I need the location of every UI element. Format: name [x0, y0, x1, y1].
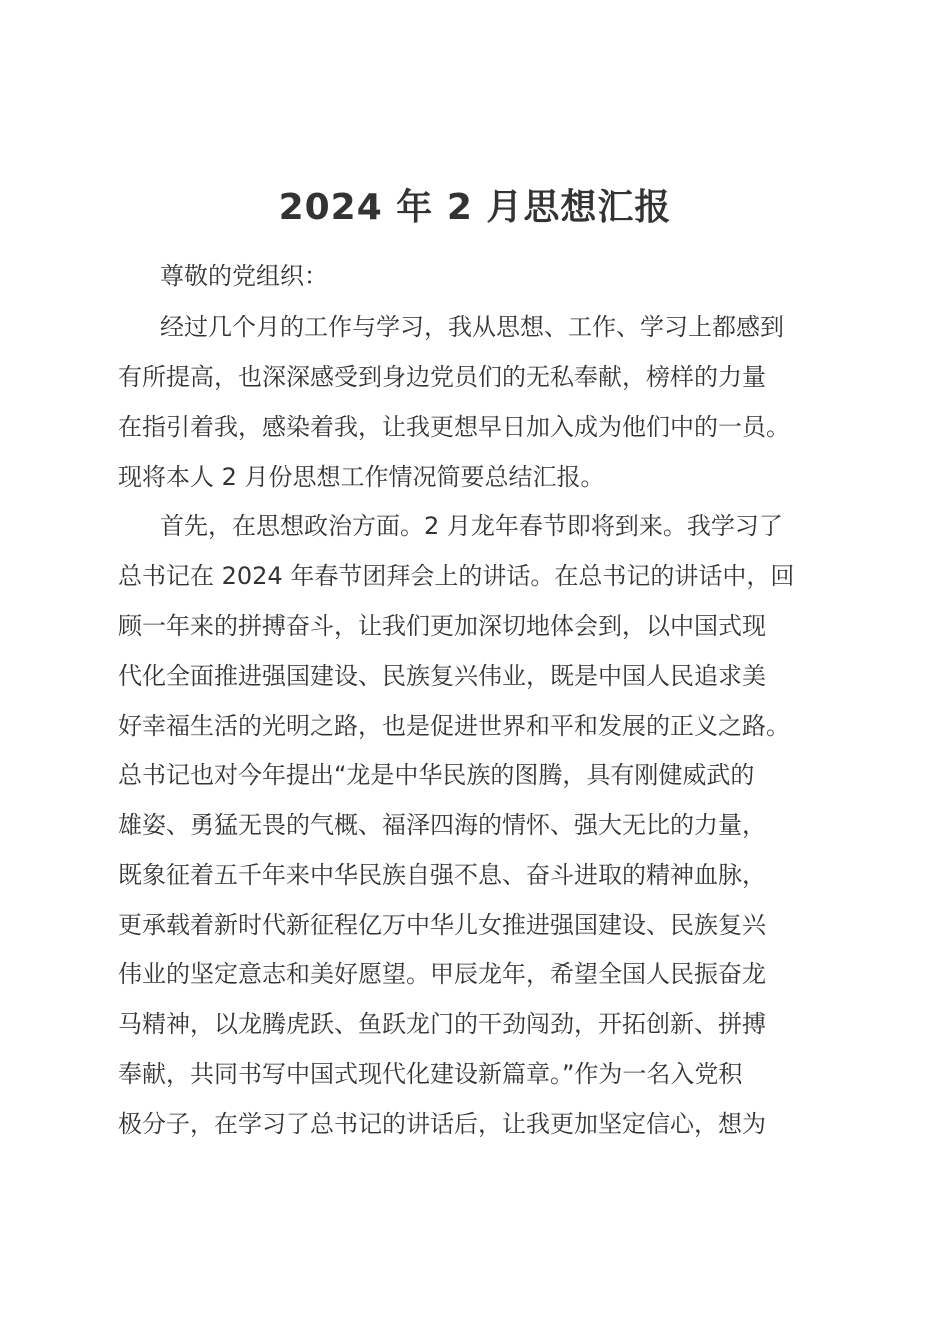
paragraph-2-line-7: 雄姿、勇猛无畏的气概、福泽四海的情怀、强大无比的力量， — [118, 811, 766, 839]
paragraph-2-line-8: 既象征着五千年来中华民族自强不息、奋斗进取的精神血脉， — [118, 861, 766, 889]
paragraph-2-line-11: 马精神，以龙腾虎跃、鱼跃龙门的干劲闯劲，开拓创新、拼搏 — [118, 1010, 766, 1038]
paragraph-2-line-13: 极分子，在学习了总书记的讲话后，让我更加坚定信心，想为 — [118, 1110, 766, 1138]
paragraph-1-line-4: 现将本人 2 月份思想工作情况简要总结汇报。 — [118, 463, 605, 491]
document-title: 2024 年 2 月思想汇报 — [278, 187, 672, 228]
salutation: 尊敬的党组织： — [160, 262, 328, 290]
paragraph-2-line-12: 奉献，共同书写中国式现代化建设新篇章。”作为一名入党积 — [118, 1060, 743, 1088]
paragraph-2-line-5: 好幸福生活的光明之路，也是促进世界和平和发展的正义之路。 — [118, 712, 790, 740]
paragraph-1-line-1: 经过几个月的工作与学习，我从思想、工作、学习上都感到 — [160, 313, 784, 341]
paragraph-2-line-10: 伟业的坚定意志和美好愿望。甲辰龙年，希望全国人民振奋龙 — [118, 960, 766, 988]
paragraph-1-line-3: 在指引着我，感染着我，让我更想早日加入成为他们中的一员。 — [118, 413, 790, 441]
paragraph-2-line-3: 顾一年来的拼搏奋斗，让我们更加深切地体会到，以中国式现 — [118, 612, 766, 640]
paragraph-2-line-1: 首先，在思想政治方面。2 月龙年春节即将到来。我学习了 — [160, 512, 783, 540]
paragraph-2-line-4: 代化全面推进强国建设、民族复兴伟业，既是中国人民追求美 — [118, 662, 766, 690]
paragraph-2-line-6: 总书记也对今年提出“龙是中华民族的图腾，具有刚健威武的 — [118, 761, 755, 789]
paragraph-2-line-2: 总书记在 2024 年春节团拜会上的讲话。在总书记的讲话中，回 — [118, 562, 795, 590]
paragraph-1-line-2: 有所提高，也深深感受到身边党员们的无私奉献，榜样的力量 — [118, 363, 766, 391]
paragraph-2-line-9: 更承载着新时代新征程亿万中华儿女推进强国建设、民族复兴 — [118, 911, 766, 939]
